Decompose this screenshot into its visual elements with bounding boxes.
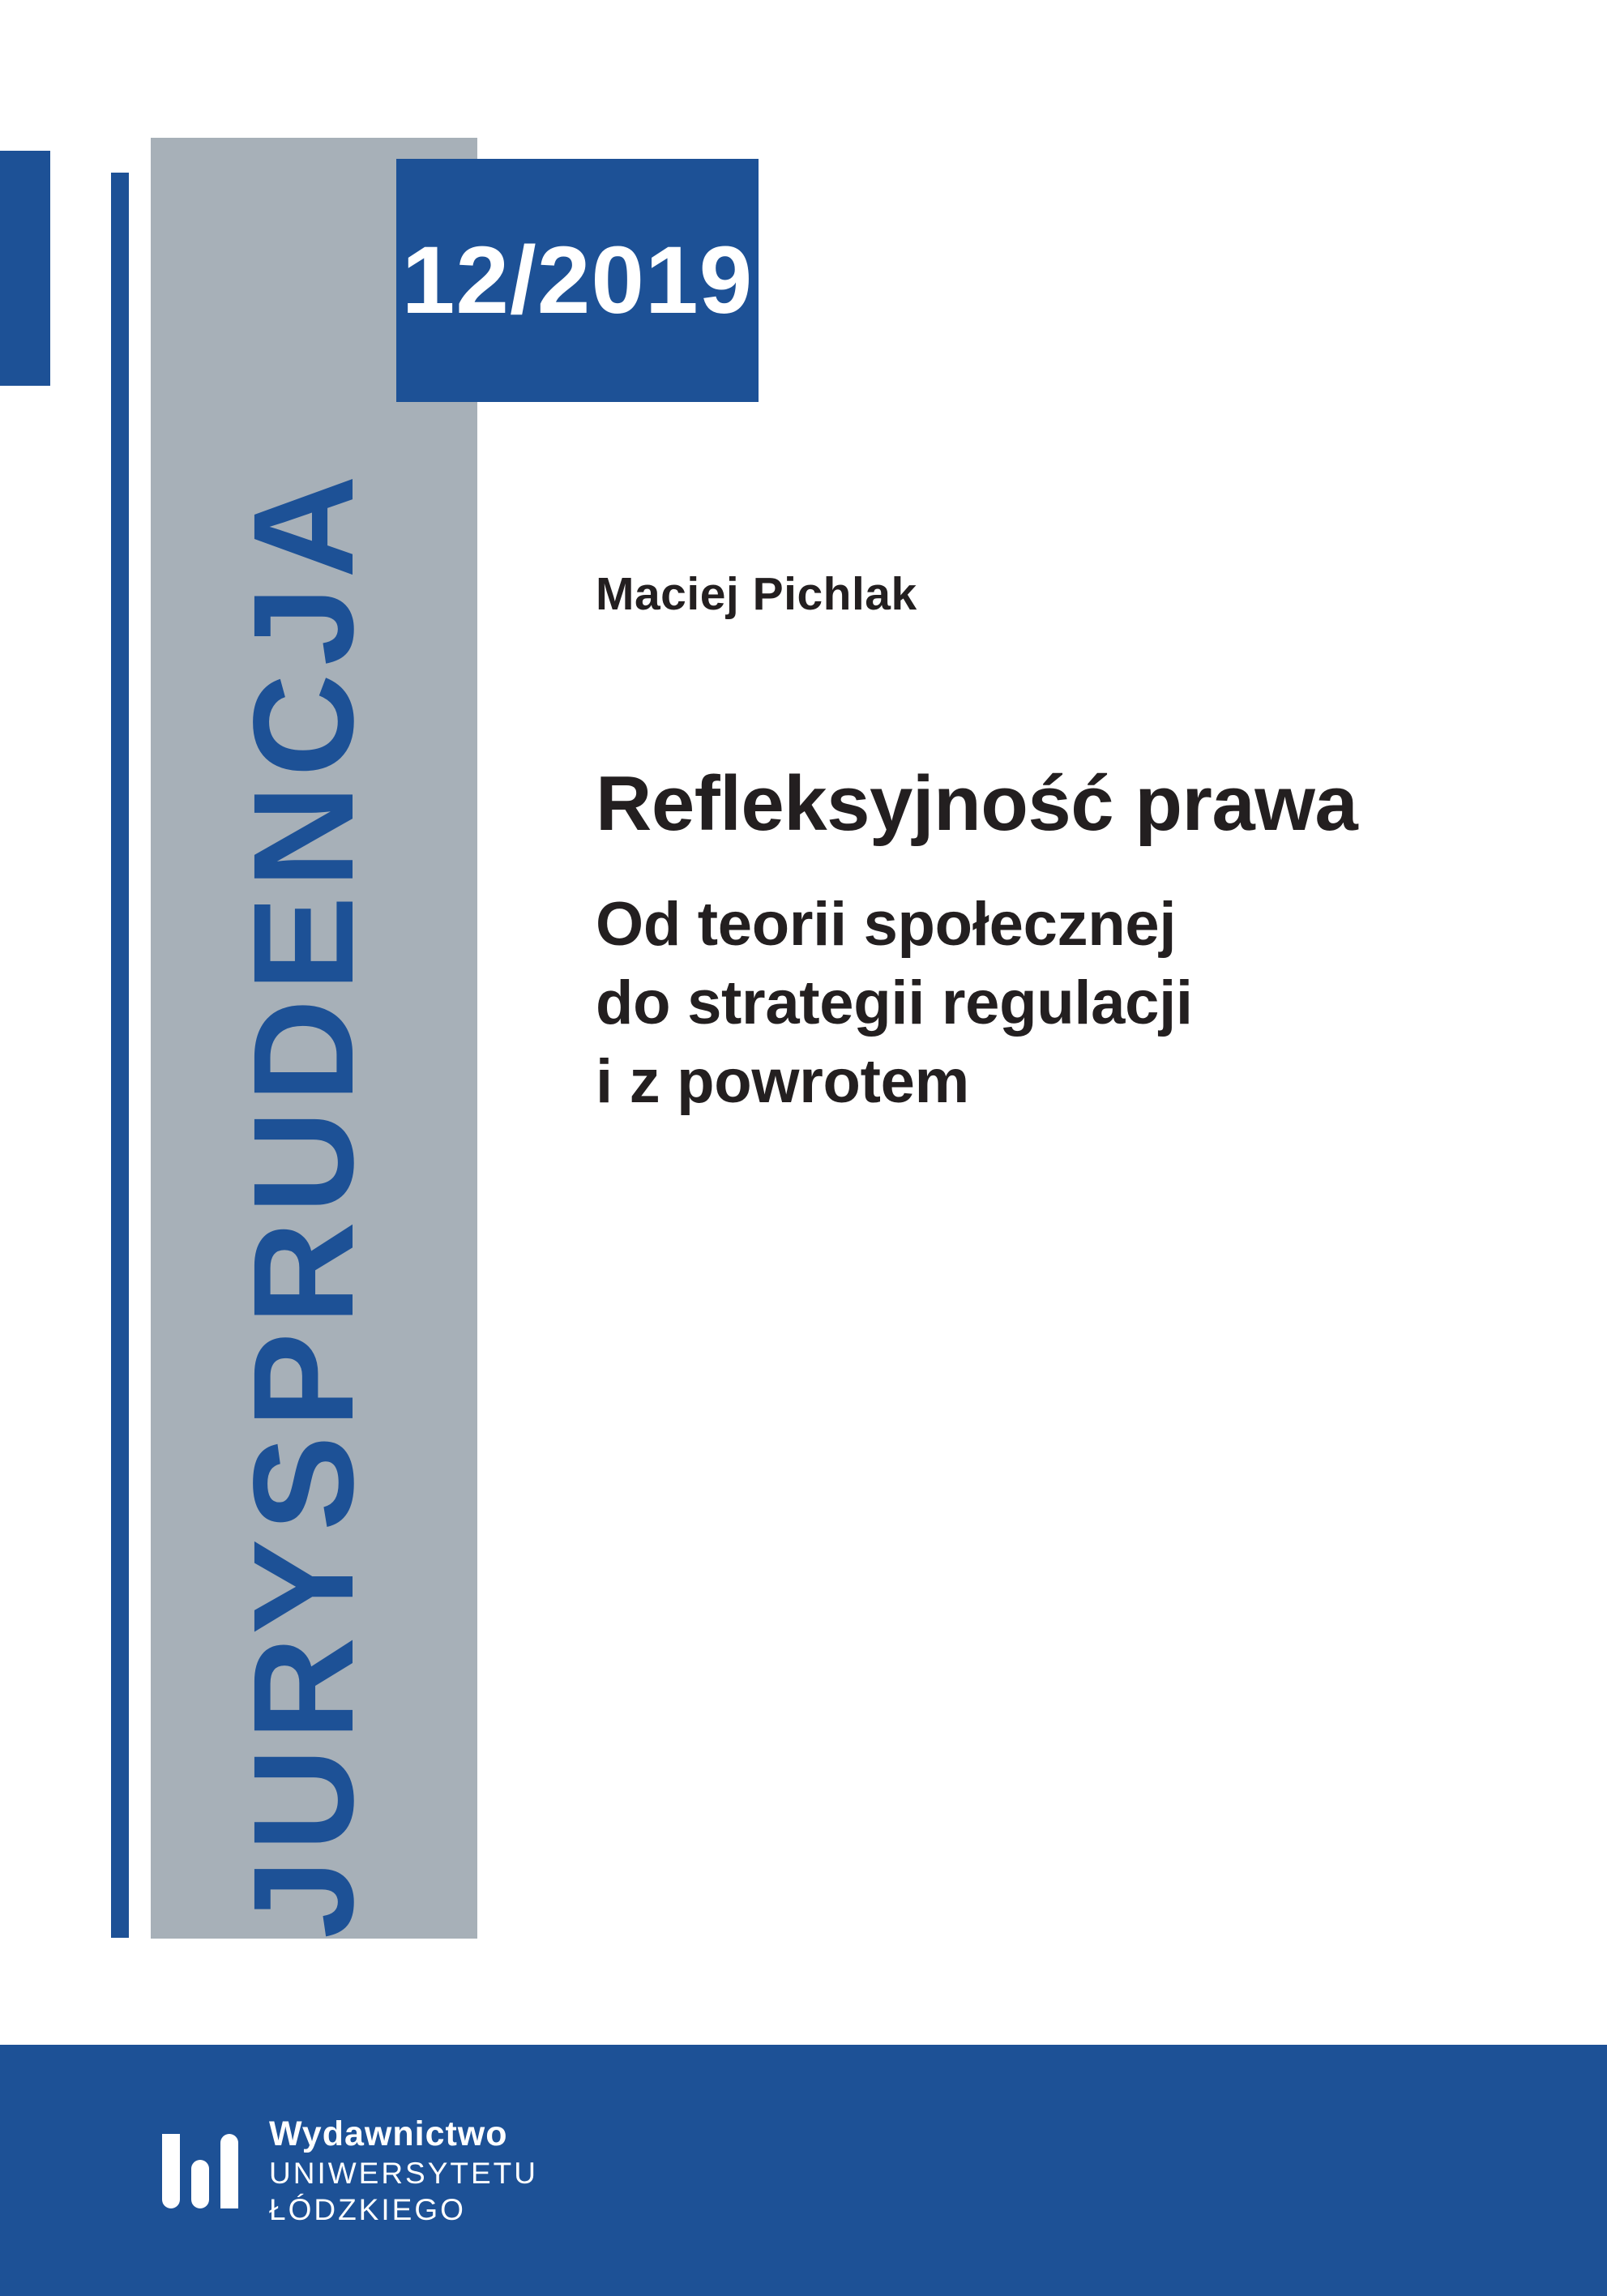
book-title: Refleksyjność prawa <box>596 760 1358 847</box>
publisher-footer <box>0 2045 1607 2296</box>
series-title-vertical: JURYSPRUDENCJA <box>224 467 383 1939</box>
publisher-name <box>269 2113 538 2229</box>
publisher-line-2: UNIWERSYTETU <box>269 2157 538 2191</box>
book-subtitle <box>596 885 1528 1122</box>
subtitle-line-3: i z powrotem <box>596 1047 969 1117</box>
author-name: Maciej Pichlak <box>596 568 917 620</box>
publisher-block <box>152 2113 538 2229</box>
cover-text-block <box>596 567 1528 1121</box>
subtitle-line-1: Od teorii społecznej <box>596 889 1177 959</box>
left-blue-accent-tab <box>0 151 50 386</box>
uniwersytet-lodzki-logo-icon <box>152 2123 248 2218</box>
subtitle-line-2: do strategii regulacji <box>596 968 1193 1037</box>
blue-vertical-rule <box>111 173 129 1938</box>
publisher-line-1: Wydawnictwo <box>269 2114 508 2153</box>
issue-number-label: 12/2019 <box>401 227 754 334</box>
issue-number-badge <box>396 159 759 402</box>
publisher-line-3: ŁÓDZKIEGO <box>269 2193 466 2227</box>
